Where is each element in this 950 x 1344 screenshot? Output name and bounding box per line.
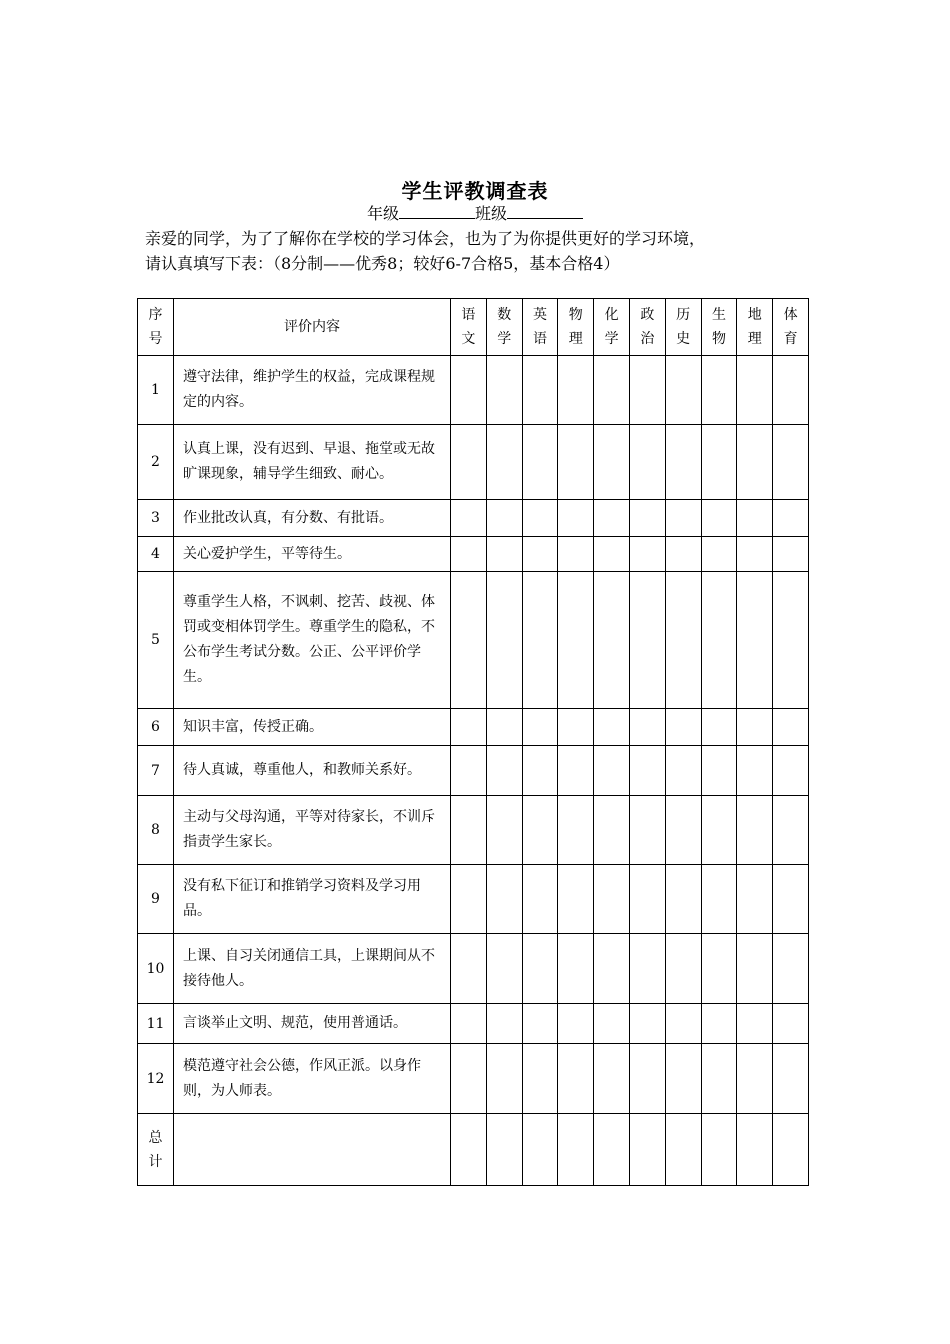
- content-header: 评价内容: [174, 299, 451, 356]
- score-cell[interactable]: [486, 865, 522, 934]
- score-cell[interactable]: [629, 1004, 665, 1044]
- table-row: [138, 865, 809, 934]
- score-cell[interactable]: [594, 537, 630, 572]
- score-cell[interactable]: [701, 356, 737, 425]
- score-cell[interactable]: [629, 425, 665, 500]
- score-cell[interactable]: [737, 356, 773, 425]
- subject-header-physics: 物 理: [558, 299, 594, 356]
- score-cell[interactable]: [522, 500, 558, 537]
- total-cell[interactable]: [558, 1114, 594, 1186]
- subject-header-politics: 政 治: [629, 299, 665, 356]
- score-cell[interactable]: [737, 500, 773, 537]
- score-cell[interactable]: [486, 1004, 522, 1044]
- score-cell[interactable]: [629, 865, 665, 934]
- row-content: 认真上课，没有迟到、早退、拖堂或无故旷课现象，辅导学生细致、耐心。: [174, 425, 451, 500]
- score-cell[interactable]: [522, 1004, 558, 1044]
- row-content: 尊重学生人格，不讽刺、挖苦、歧视、体罚或变相体罚学生。尊重学生的隐私，不公布学生考试分数。公正、公平评价学生。: [174, 572, 451, 709]
- row-content: 没有私下征订和推销学习资料及学习用品。: [174, 865, 451, 934]
- score-cell[interactable]: [773, 1044, 809, 1114]
- subject-header-chemistry: 化 学: [594, 299, 630, 356]
- score-cell[interactable]: [486, 934, 522, 1004]
- table-row: [138, 500, 809, 537]
- evaluation-table: [137, 298, 809, 1186]
- score-cell[interactable]: [558, 537, 594, 572]
- total-label: 总 计: [138, 1114, 174, 1186]
- subject-header-english: 英 语: [522, 299, 558, 356]
- table-row: [138, 746, 809, 796]
- score-cell[interactable]: [629, 934, 665, 1004]
- grade-class-line: [0, 201, 950, 224]
- score-cell[interactable]: [665, 537, 701, 572]
- score-cell[interactable]: [665, 1044, 701, 1114]
- score-cell[interactable]: [522, 934, 558, 1004]
- table-row: [138, 537, 809, 572]
- score-cell[interactable]: [486, 746, 522, 796]
- score-cell[interactable]: [773, 356, 809, 425]
- seq-header: 序 号: [138, 299, 174, 356]
- score-cell[interactable]: [594, 934, 630, 1004]
- score-cell[interactable]: [522, 796, 558, 865]
- document-title: 学生评教调查表: [401, 179, 549, 203]
- score-cell[interactable]: [665, 796, 701, 865]
- table-row: [138, 796, 809, 865]
- row-seq: 5: [138, 572, 174, 709]
- row-seq: 3: [138, 500, 174, 537]
- table-row: [138, 356, 809, 425]
- score-cell[interactable]: [701, 425, 737, 500]
- score-cell[interactable]: [522, 425, 558, 500]
- score-cell[interactable]: [773, 500, 809, 537]
- total-cell[interactable]: [665, 1114, 701, 1186]
- score-cell[interactable]: [558, 356, 594, 425]
- score-cell[interactable]: [629, 746, 665, 796]
- score-cell[interactable]: [701, 796, 737, 865]
- score-cell[interactable]: [665, 746, 701, 796]
- intro-line-1: 亲爱的同学，为了了解你在学校的学习体会，也为了为你提供更好的学习环境，: [145, 229, 706, 248]
- score-cell[interactable]: [451, 934, 487, 1004]
- table-row: [138, 1044, 809, 1114]
- score-cell[interactable]: [737, 796, 773, 865]
- score-cell[interactable]: [594, 1004, 630, 1044]
- score-cell[interactable]: [594, 865, 630, 934]
- row-content: 待人真诚，尊重他人，和教师关系好。: [174, 746, 451, 796]
- table-row: [138, 1004, 809, 1044]
- score-cell[interactable]: [558, 865, 594, 934]
- score-cell[interactable]: [594, 746, 630, 796]
- score-cell[interactable]: [594, 425, 630, 500]
- subject-header-chinese: 语 文: [451, 299, 487, 356]
- subject-header-pe: 体 育: [773, 299, 809, 356]
- total-cell[interactable]: [701, 1114, 737, 1186]
- score-cell[interactable]: [701, 934, 737, 1004]
- score-cell[interactable]: [558, 572, 594, 709]
- score-cell[interactable]: [737, 425, 773, 500]
- score-cell[interactable]: [629, 500, 665, 537]
- score-cell[interactable]: [486, 1044, 522, 1114]
- score-cell[interactable]: [629, 537, 665, 572]
- table-row: [138, 709, 809, 746]
- score-cell[interactable]: [558, 1004, 594, 1044]
- score-cell[interactable]: [701, 709, 737, 746]
- score-cell[interactable]: [594, 796, 630, 865]
- score-cell[interactable]: [486, 425, 522, 500]
- class-blank[interactable]: [507, 203, 583, 219]
- row-seq: 9: [138, 865, 174, 934]
- row-seq: 4: [138, 537, 174, 572]
- score-cell[interactable]: [522, 746, 558, 796]
- table-header-row: [138, 299, 809, 356]
- score-cell[interactable]: [522, 709, 558, 746]
- total-cell[interactable]: [737, 1114, 773, 1186]
- score-cell[interactable]: [629, 572, 665, 709]
- score-cell[interactable]: [665, 356, 701, 425]
- subject-header-history: 历 史: [665, 299, 701, 356]
- grade-label: 年级: [366, 204, 399, 223]
- score-cell[interactable]: [701, 572, 737, 709]
- score-cell[interactable]: [629, 709, 665, 746]
- score-cell[interactable]: [451, 356, 487, 425]
- score-cell[interactable]: [486, 709, 522, 746]
- score-cell[interactable]: [522, 356, 558, 425]
- score-cell[interactable]: [451, 1004, 487, 1044]
- row-content: 作业批改认真，有分数、有批语。: [174, 500, 451, 537]
- row-seq: 10: [138, 934, 174, 1004]
- score-cell[interactable]: [665, 709, 701, 746]
- score-cell[interactable]: [737, 934, 773, 1004]
- row-seq: 11: [138, 1004, 174, 1044]
- total-cell[interactable]: [486, 1114, 522, 1186]
- row-seq: 2: [138, 425, 174, 500]
- score-cell[interactable]: [486, 537, 522, 572]
- score-cell[interactable]: [558, 709, 594, 746]
- score-cell[interactable]: [773, 537, 809, 572]
- score-cell[interactable]: [451, 865, 487, 934]
- score-cell[interactable]: [629, 356, 665, 425]
- row-content: 言谈举止文明、规范，使用普通话。: [174, 1004, 451, 1044]
- table-row: [138, 934, 809, 1004]
- score-cell[interactable]: [486, 356, 522, 425]
- total-row: [138, 1114, 809, 1186]
- table-row: [138, 425, 809, 500]
- score-cell[interactable]: [451, 746, 487, 796]
- score-cell[interactable]: [522, 537, 558, 572]
- score-cell[interactable]: [522, 572, 558, 709]
- total-cell[interactable]: [451, 1114, 487, 1186]
- score-cell[interactable]: [594, 709, 630, 746]
- row-seq: 6: [138, 709, 174, 746]
- score-cell[interactable]: [558, 934, 594, 1004]
- table-row: [138, 572, 809, 709]
- row-seq: 12: [138, 1044, 174, 1114]
- score-cell[interactable]: [665, 934, 701, 1004]
- row-content: 上课、自习关闭通信工具，上课期间从不接待他人。: [174, 934, 451, 1004]
- score-cell[interactable]: [486, 500, 522, 537]
- score-cell[interactable]: [522, 865, 558, 934]
- table-body: [138, 356, 809, 1186]
- score-cell[interactable]: [629, 796, 665, 865]
- intro-line-2: 请认真填写下表：（8分制——优秀8；较好6-7合格5，基本合格4）: [145, 254, 620, 273]
- total-cell[interactable]: [522, 1114, 558, 1186]
- score-cell[interactable]: [701, 500, 737, 537]
- score-cell[interactable]: [451, 1044, 487, 1114]
- row-content: 遵守法律，维护学生的权益，完成课程规定的内容。: [174, 356, 451, 425]
- score-cell[interactable]: [773, 572, 809, 709]
- score-cell[interactable]: [665, 572, 701, 709]
- score-cell[interactable]: [451, 796, 487, 865]
- grade-blank[interactable]: [399, 203, 475, 219]
- score-cell[interactable]: [773, 934, 809, 1004]
- row-seq: 7: [138, 746, 174, 796]
- row-content: 模范遵守社会公德，作风正派。以身作则，为人师表。: [174, 1044, 451, 1114]
- score-cell[interactable]: [558, 746, 594, 796]
- score-cell[interactable]: [737, 865, 773, 934]
- score-cell[interactable]: [451, 537, 487, 572]
- score-cell[interactable]: [701, 865, 737, 934]
- score-cell[interactable]: [773, 709, 809, 746]
- total-cell[interactable]: [773, 1114, 809, 1186]
- total-cell[interactable]: [629, 1114, 665, 1186]
- score-cell[interactable]: [773, 796, 809, 865]
- score-cell[interactable]: [451, 425, 487, 500]
- score-cell[interactable]: [558, 1044, 594, 1114]
- subject-header-biology: 生 物: [701, 299, 737, 356]
- score-cell[interactable]: [737, 537, 773, 572]
- score-cell[interactable]: [701, 1044, 737, 1114]
- score-cell[interactable]: [558, 425, 594, 500]
- class-label: 班级: [475, 204, 508, 223]
- score-cell[interactable]: [701, 537, 737, 572]
- score-cell[interactable]: [451, 709, 487, 746]
- score-cell[interactable]: [737, 572, 773, 709]
- subject-header-math: 数 学: [486, 299, 522, 356]
- score-cell[interactable]: [701, 1004, 737, 1044]
- score-cell[interactable]: [701, 746, 737, 796]
- row-content: 关心爱护学生，平等待生。: [174, 537, 451, 572]
- subject-header-geography: 地 理: [737, 299, 773, 356]
- score-cell[interactable]: [665, 500, 701, 537]
- score-cell[interactable]: [558, 500, 594, 537]
- intro-paragraph: [145, 226, 820, 276]
- score-cell[interactable]: [737, 1004, 773, 1044]
- score-cell[interactable]: [665, 425, 701, 500]
- score-cell[interactable]: [486, 572, 522, 709]
- score-cell[interactable]: [737, 709, 773, 746]
- row-seq: 1: [138, 356, 174, 425]
- score-cell[interactable]: [594, 500, 630, 537]
- score-cell[interactable]: [773, 1004, 809, 1044]
- row-seq: 8: [138, 796, 174, 865]
- row-content: 主动与父母沟通，平等对待家长，不训斥指责学生家长。: [174, 796, 451, 865]
- total-content-cell: [174, 1114, 451, 1186]
- score-cell[interactable]: [594, 572, 630, 709]
- score-cell[interactable]: [486, 796, 522, 865]
- score-cell[interactable]: [451, 500, 487, 537]
- score-cell[interactable]: [773, 865, 809, 934]
- row-content: 知识丰富，传授正确。: [174, 709, 451, 746]
- score-cell[interactable]: [773, 746, 809, 796]
- score-cell[interactable]: [665, 865, 701, 934]
- score-cell[interactable]: [558, 796, 594, 865]
- score-cell[interactable]: [594, 356, 630, 425]
- score-cell[interactable]: [451, 572, 487, 709]
- score-cell[interactable]: [773, 425, 809, 500]
- score-cell[interactable]: [737, 746, 773, 796]
- score-cell[interactable]: [594, 1044, 630, 1114]
- total-cell[interactable]: [594, 1114, 630, 1186]
- score-cell[interactable]: [629, 1044, 665, 1114]
- score-cell[interactable]: [737, 1044, 773, 1114]
- score-cell[interactable]: [665, 1004, 701, 1044]
- score-cell[interactable]: [522, 1044, 558, 1114]
